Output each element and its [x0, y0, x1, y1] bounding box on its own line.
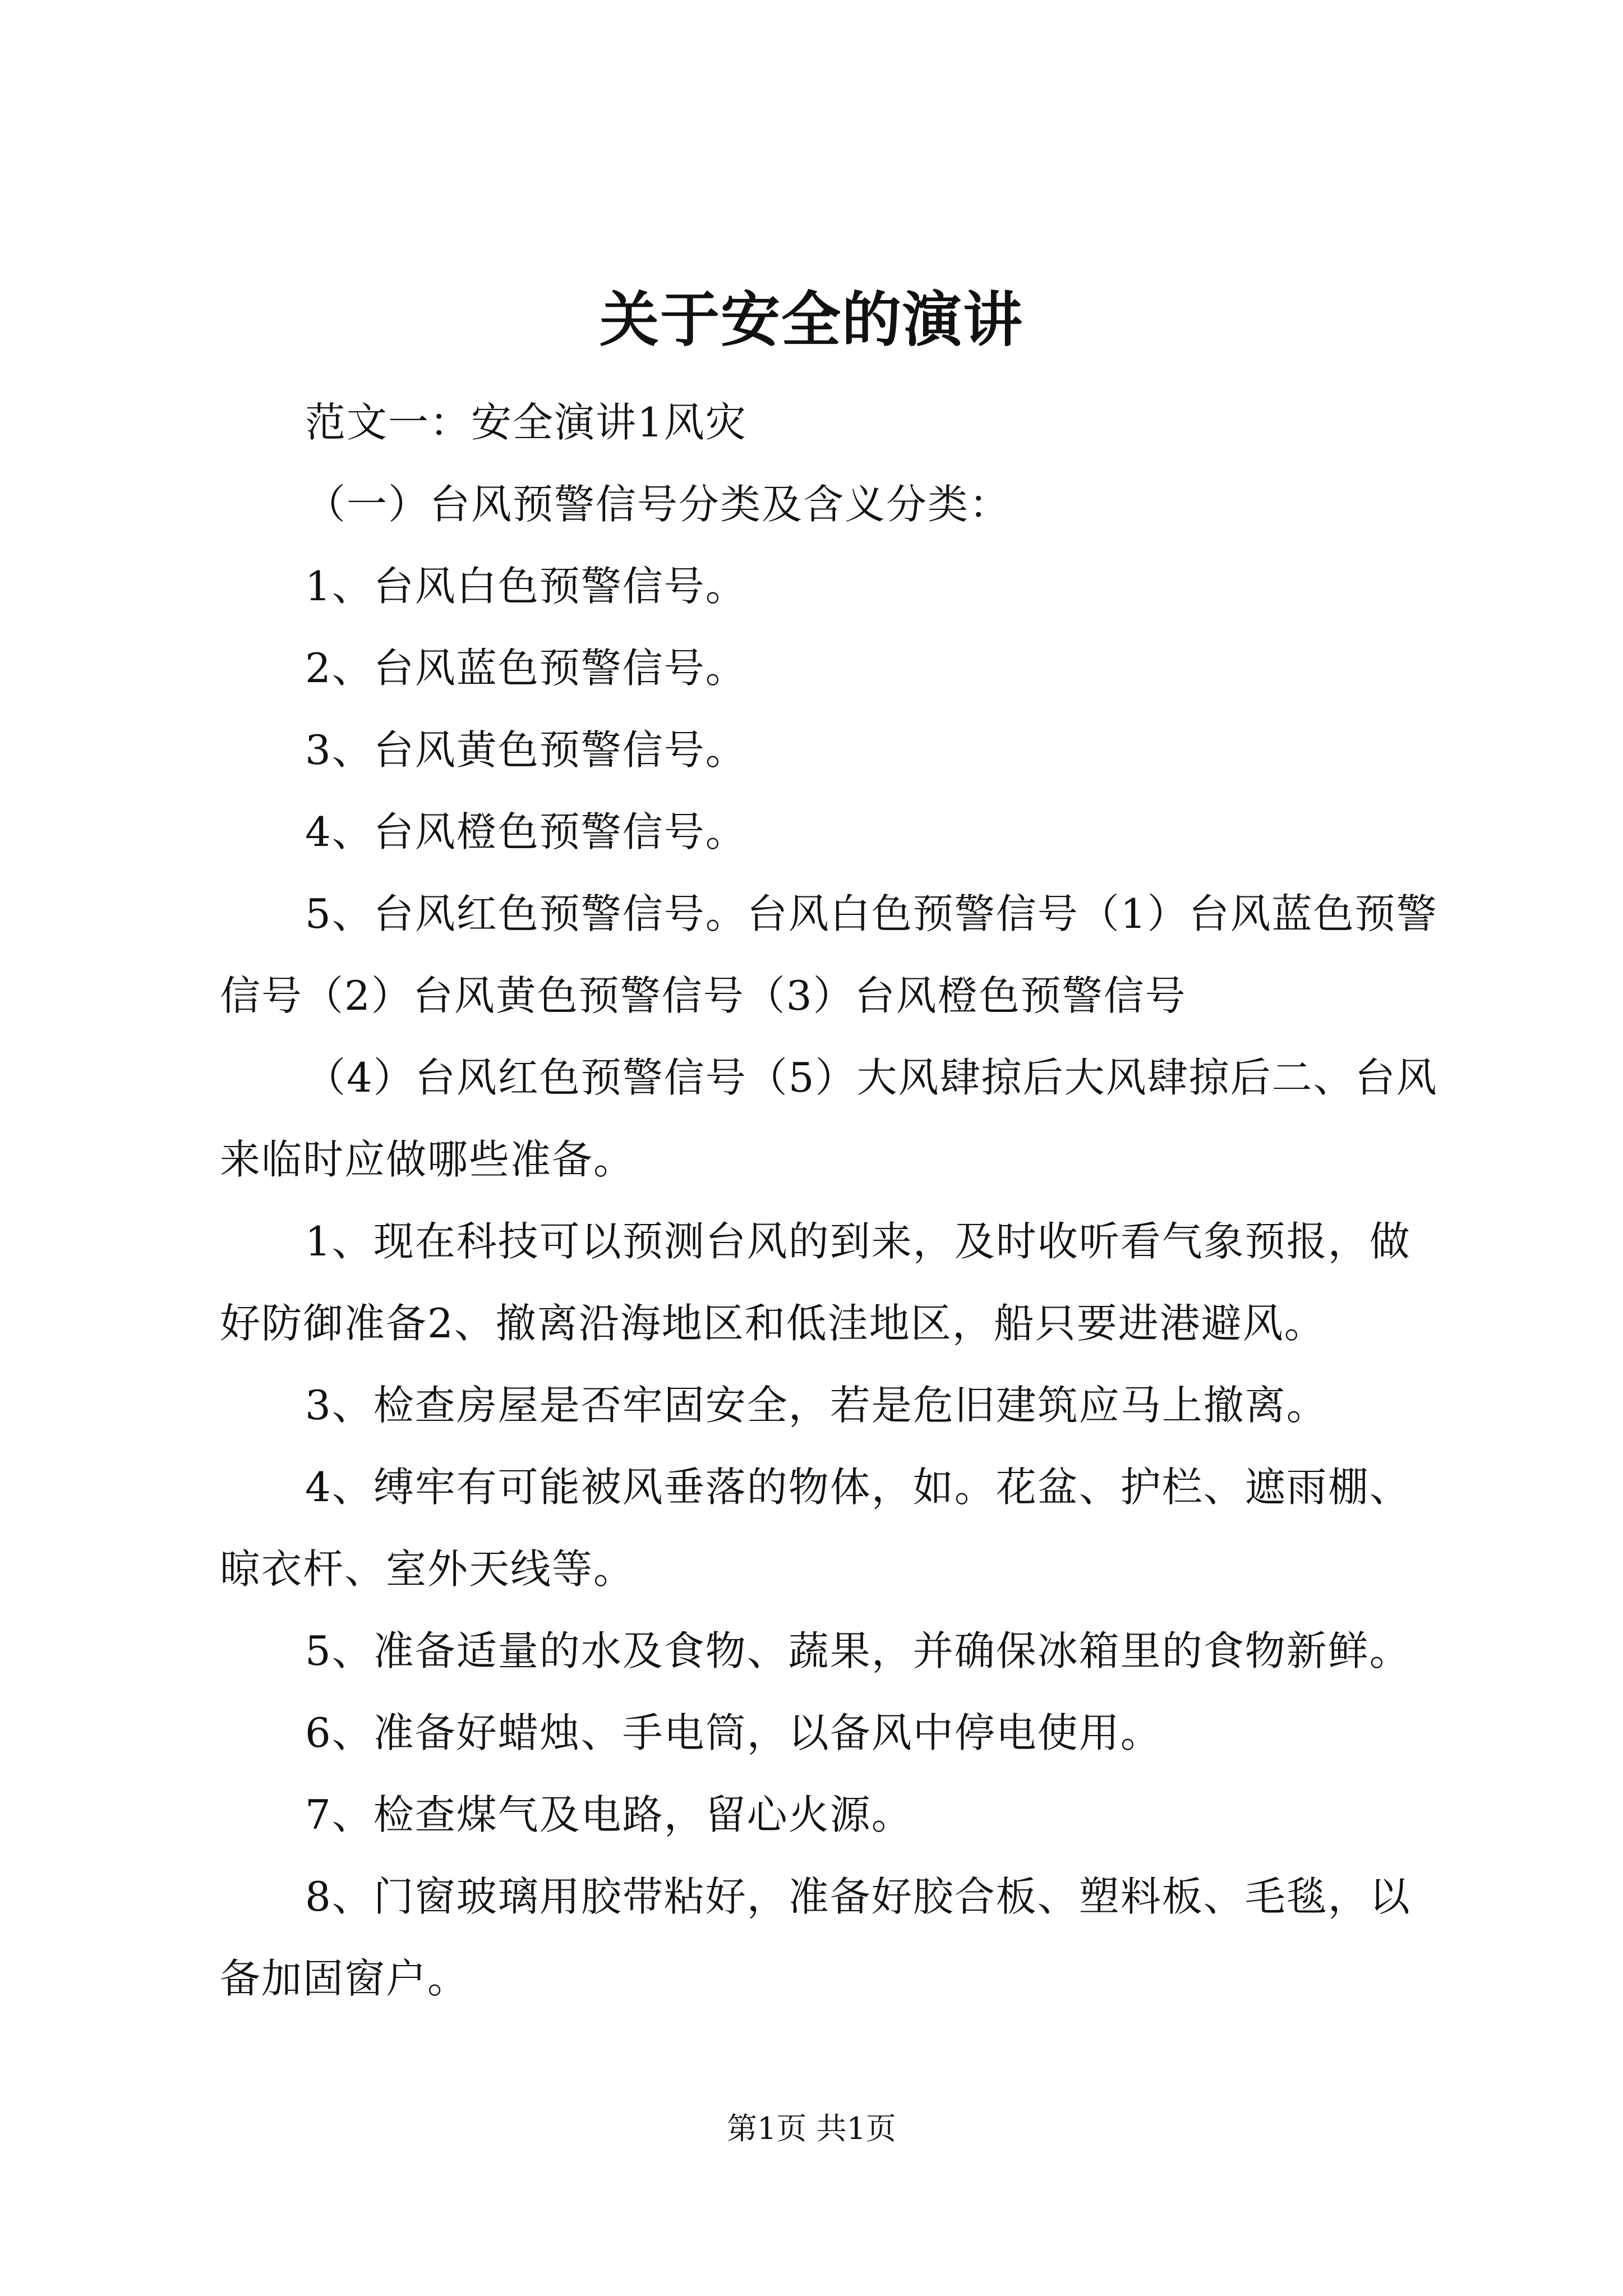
paragraph-4: 2、台风蓝色预警信号。	[305, 645, 747, 692]
paragraph-13: 6、准备好蜡烛、手电筒，以备风中停电使用。	[305, 1709, 1162, 1756]
paragraph-11: 4、缚牢有可能被风垂落的物体，如。花盆、护栏、遮雨棚、晾衣杆、室外天线等。	[220, 1464, 1411, 1593]
paragraph-2: （一）台风预警信号分类及含义分类：	[305, 481, 1011, 528]
paragraph-5: 3、台风黄色预警信号。	[305, 726, 747, 774]
paragraph-12: 5、准备适量的水及食物、蔬果，并确保冰箱里的食物新鲜。	[305, 1627, 1411, 1674]
paragraph-6: 4、台风橙色预警信号。	[305, 808, 747, 855]
paragraph-7: 5、台风红色预警信号。台风白色预警信号（1）台风蓝色预警信号（2）台风黄色预警信号（3）台风橙色预警信号	[220, 890, 1438, 1019]
paragraph-10: 3、检查房屋是否牢固安全，若是危旧建筑应马上撤离。	[305, 1382, 1328, 1429]
paragraph-14: 7、检查煤气及电路，留心火源。	[305, 1791, 913, 1838]
paragraph-3: 1、台风白色预警信号。	[305, 563, 747, 610]
paragraph-15: 8、门窗玻璃用胶带粘好，准备好胶合板、塑料板、毛毯，以备加固窗户。	[220, 1873, 1411, 2002]
paragraph-8: （4）台风红色预警信号（5）大风肆掠后大风肆掠后二、台风来临时应做哪些准备。	[220, 1054, 1438, 1183]
page-footer: 第1页 共1页	[727, 2111, 896, 2146]
paragraph-9: 1、现在科技可以预测台风的到来，及时收听看气象预报，做好防御准备2、撤离沿海地区和低洼地区，船只要进港避风。	[220, 1218, 1411, 1347]
document-title: 关于安全的演讲	[600, 284, 1023, 355]
paragraph-1: 范文一：安全演讲1风灾	[305, 399, 747, 446]
document-body	[220, 381, 1448, 2019]
